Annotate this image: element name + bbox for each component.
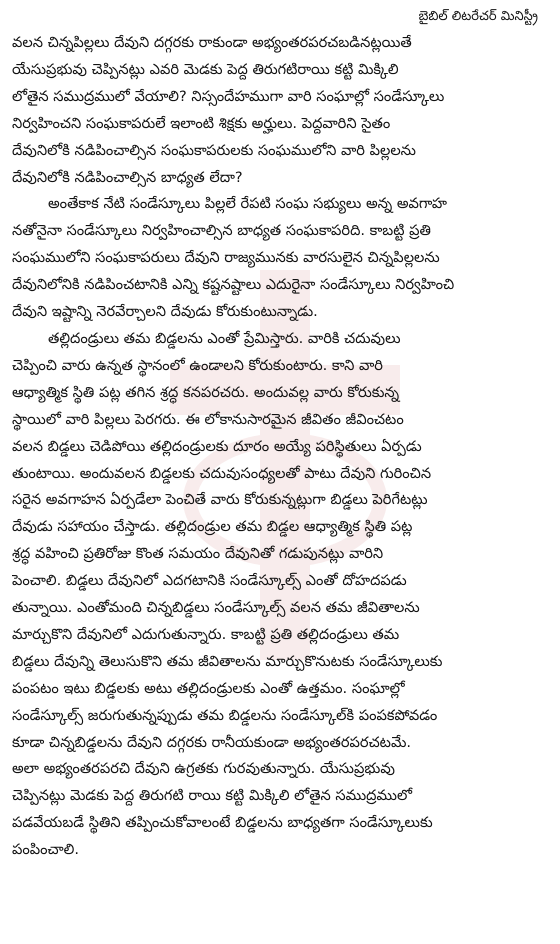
text-line: దేవుని ఇష్టాన్ని నెరవేర్చాలని దేవుడు కోరుకుంటున్నాడు. — [12, 303, 318, 321]
text-line: సంఘములోని సంఘకాపరులు దేవుని రాజ్యమునకు వారసులైన చిన్నపిల్లలను — [12, 249, 440, 267]
text-line: దేవునిలోకి నడిపించాల్సిన బాధ్యత లేదా? — [12, 168, 243, 186]
text-line: సండేస్కూల్స్ జరుగుతున్నప్పుడు తమ బిడ్డలను సండేస్కూల్‌కి పంపకపోవడం — [12, 706, 438, 724]
text-line: దేవునిలోనికి నడిపించటానికి ఎన్ని కష్టనష్టాలు ఎదురైనా సండేస్కూలు నిర్వహించి — [12, 276, 455, 294]
text-line: ఆధ్యాత్మిక స్థితి పట్ల తగిన శ్రద్ధ కనపరచరు. అందువల్ల వారు కోరుకున్న — [12, 383, 399, 401]
text-line: దేవుడు సహాయం చేస్తాడు. తల్లిదండ్రుల తమ బిడ్డల ఆధ్యాత్మిక స్థితి పట్ల — [12, 518, 413, 536]
page-header: బైబిల్ లిటరేచర్ మినిస్ట్రీ — [418, 9, 538, 24]
text-line: చెప్పించి వారు ఉన్నత స్థానంలో ఉండాలని కోరుకుంటారు. కాని వారి — [12, 356, 383, 374]
text-line: తల్లిదండ్రులు తమ బిడ్డలను ఎంతో ప్రేమిస్తారు. వారికి చదువులు — [48, 329, 401, 347]
paragraph-1 — [12, 30, 548, 191]
text-line: శ్రద్ధ వహించి ప్రతిరోజు కొంత సమయం దేవునితో గడుపునట్లు వారిని — [12, 545, 384, 563]
text-line: కూడా చిన్నబిడ్డలను దేవుని దగ్గరకు రానీయకుండా అభ్యంతరపరచటమే. — [12, 733, 412, 751]
text-line: స్థాయిలో వారి పిల్లలు పెరగరు. ఈ లోకానుసారమైన జీవితం జీవించటం — [12, 410, 404, 428]
text-line: దేవునిలోకి నడిపించాల్సిన సంఘకాపరులకు సంఘములోని వారి పిల్లలను — [12, 141, 416, 159]
text-line: తుంటాయి. అందువలన బిడ్డలకు చదువుసంధ్యలతో పాటు దేవుని గురించిన — [12, 464, 432, 482]
text-line: పంపించాలి. — [12, 841, 79, 859]
text-line: పెంచాలి. బిడ్డలు దేవునిలో ఎదగటానికి సండేస్కూల్స్ ఎంతో దోహదపడు — [12, 572, 407, 590]
text-line: లోతైన సముద్రములో వేయాలి? నిస్సందేహముగా వారి సంఘాల్లో సండేస్కూలు — [12, 87, 445, 105]
text-line: చెప్పినట్లు మెడకు పెద్ద తిరుగటి రాయి కట్టి మిక్కిలి లోతైన సముద్రములో — [12, 787, 412, 805]
text-line: వలన చిన్నపిల్లలు దేవుని దగ్గరకు రాకుండా అభ్యంతరపరచబడినట్లయితే — [12, 34, 412, 51]
text-line: పంపటం ఇటు బిడ్డలకు అటు తల్లిదండ్రులకు ఎంతో ఉత్తమం. సంఘాల్లో — [12, 679, 405, 697]
text-line: తున్నాయి. ఎంతోమంది చిన్నబిడ్డలు సండేస్కూల్స్ వలన తమ జీవితాలను — [12, 599, 420, 617]
text-line: మార్చుకొని దేవునిలో ఎదుగుతున్నారు. కాబట్టి ప్రతి తల్లిదండ్రులు తమ — [12, 625, 400, 643]
text-line: పడవేయబడే స్థితిని తప్పించుకోవాలంటే బిడ్డలను బాధ్యతగా సండేస్కూలుకు — [12, 814, 433, 832]
text-line: యేసుప్రభువు చెప్పినట్లు ఎవరి మెడకు పెద్ద తిరుగటిరాయి కట్టి మిక్కిలి — [12, 60, 399, 78]
text-line: బిడ్డలు దేవున్ని తెలుసుకొని తమ జీవితాలను మార్చుకొనుటకు సండేస్కూలుకు — [12, 652, 443, 670]
text-line: నిర్వహించని సంఘకాపరులే ఇలాంటి శిక్షకు అర్హులు. పెద్దవారిని సైతం — [12, 114, 391, 132]
text-line: వలన బిడ్డలు చెడిపోయి తల్లిదండ్రులకు దూరం అయ్యే పరిస్థితులు ఏర్పడు — [12, 437, 422, 455]
paragraph-2 — [12, 191, 548, 326]
text-line: సరైన అవగాహన ఏర్పడేలా పెంచితే వారు కోరుకున్నట్లుగా బిడ్డలు పెరిగేటట్లు — [12, 491, 428, 509]
text-line: అంతేకాక నేటి సండేస్కూలు పిల్లలే రేపటి సంఘ సభ్యులు అన్న అవగాహ — [48, 195, 447, 213]
document-body — [12, 30, 548, 864]
text-line: అలా అభ్యంతరపరచి దేవుని ఉగ్రతకు గురవుతున్నారు. యేసుప్రభువు — [12, 760, 395, 778]
paragraph-3 — [12, 326, 548, 864]
text-line: నతోనైనా సండేస్కూలు నిర్వహించాల్సిన బాధ్యత సంఘకాపరిది. కాబట్టి ప్రతి — [12, 222, 431, 240]
